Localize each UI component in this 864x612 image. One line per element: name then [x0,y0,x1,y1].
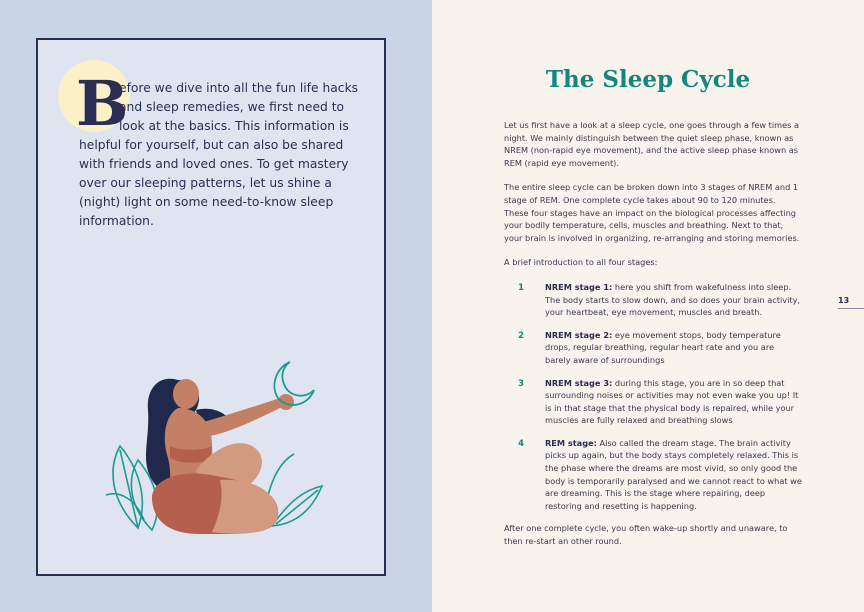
intro-line: look at the basics. This information is [119,119,349,133]
intro-line: (night) light on some need-to-know sleep [79,195,334,209]
intro-line: efore we dive into all the fun life hacks [119,81,359,95]
woman-holding-crescent-moon-illustration [100,350,330,540]
page-number-rule [838,308,864,309]
intro-line: information. [79,214,154,228]
list-item [504,281,802,319]
intro-text [79,79,379,231]
list-item [504,377,802,427]
drop-cap: B [76,67,129,140]
page-title: The Sleep Cycle [545,66,751,93]
list-item [504,329,802,367]
stage-number: 4 [518,437,524,448]
head [173,379,199,409]
stage-text: during this stage, you are in so deep that surrounding noises or activities may not even wake you up! It is in that stage that the physical body is repaired, while your muscles are fully relaxed and breathing slows [545,377,799,426]
paragraph: A brief introduction to all four stages: [504,257,658,268]
paragraph: The entire sleep cycle can be broken down into 3 stages of NREM and 1 stage of REM. One complete cycle takes about 90 to 120 minutes. These four stages have an impact on the biological processes affecting your bodily temperature, cells, muscles and breathing. Next to that, your brain is involved in organizing, re-arranging and storing memories. [504,182,800,243]
intro-line: over our sleeping patterns, let us shine a [79,176,332,190]
stage-number: 1 [518,281,524,292]
stage-label: REM stage: [545,437,597,448]
stage-number: 2 [518,329,524,340]
stage-text: here you shift from wakefulness into sleep. The body starts to slow down, and so does your brain activity, your heartbeat, eye movement, muscles and breath. [545,281,801,318]
leg [212,480,278,534]
stage-text: eye movement stops, body temperature drops, regular breathing, regular heart rate and you are barely aware of surroundings [545,329,781,365]
closing-paragraph: After one complete cycle, you often wake-up shortly and unaware, to then re-start an other round. [504,523,788,547]
list-item [504,437,802,513]
stage-list [504,281,802,513]
intro-line: and sleep remedies, we first need to [119,100,345,114]
stage-number: 3 [518,377,524,388]
stage-text: Also called the dream stage. The brain activity picks up again, but the body stays completely relaxed. This is the phase where the dreams are most vivid, so only good the body is temporarily paralysed and we cannot react to what we are dreaming. This is the stage where repairing, deep restoring and resetting is happening. [545,437,802,511]
hand [278,394,294,410]
page-number: 13 [838,296,850,305]
stage-label: NREM stage 1: [545,281,613,292]
stage-label: NREM stage 3: [545,377,613,388]
body-text [504,119,802,560]
paragraph: Let us first have a look at a sleep cycle, one goes through a few times a night. We mainly distinguish between the quiet sleep phase, known as NREM (non-rapid eye movement), and the active sleep phase known as REM (rapid eye movement). [504,120,800,168]
stage-label: NREM stage 2: [545,329,613,340]
intro-line: helpful for yourself, but can also be shared [79,138,344,152]
intro-line: with friends and loved ones. To get mastery [79,157,349,171]
